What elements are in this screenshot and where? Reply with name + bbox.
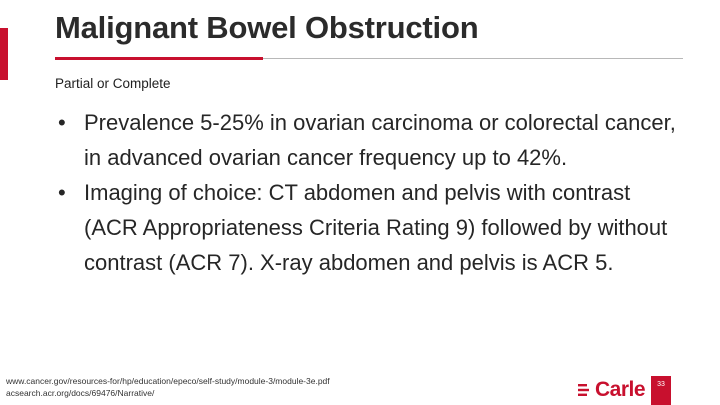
page-number-badge [651,376,671,405]
references [6,375,330,399]
bullet-text: Imaging of choice: CT abdomen and pelvis with contrast (ACR Appropriateness Criteria Rating 9) followed by without contrast (ACR 7). X-ray abdomen and pelvis is ACR 5. [84,180,668,275]
reference-link[interactable]: www.cancer.gov/resources-for/hp/education/epeco/self-study/module-3/module-3e.pdf [6,376,330,386]
carle-mark-icon [578,382,594,398]
logo-text: Carle [595,378,646,401]
title-underline-accent [55,57,263,60]
bullet-list [55,105,685,280]
title-underline-rule [263,58,683,59]
slide-title: Malignant Bowel Obstruction [55,10,479,45]
reference-link[interactable]: acsearch.acr.org/docs/69476/Narrative/ [6,388,155,398]
left-accent-bar [0,28,8,80]
bullet-icon: • [58,180,66,205]
slide-subtitle: Partial or Complete [55,76,171,91]
bullet-icon: • [58,110,66,135]
page-number: 33 [657,381,665,388]
bullet-item [55,175,685,280]
bullet-item [55,105,685,175]
bullet-text: Prevalence 5-25% in ovarian carcinoma or colorectal cancer, in advanced ovarian cancer frequency up to 42%. [84,110,676,170]
carle-logo [578,378,645,402]
